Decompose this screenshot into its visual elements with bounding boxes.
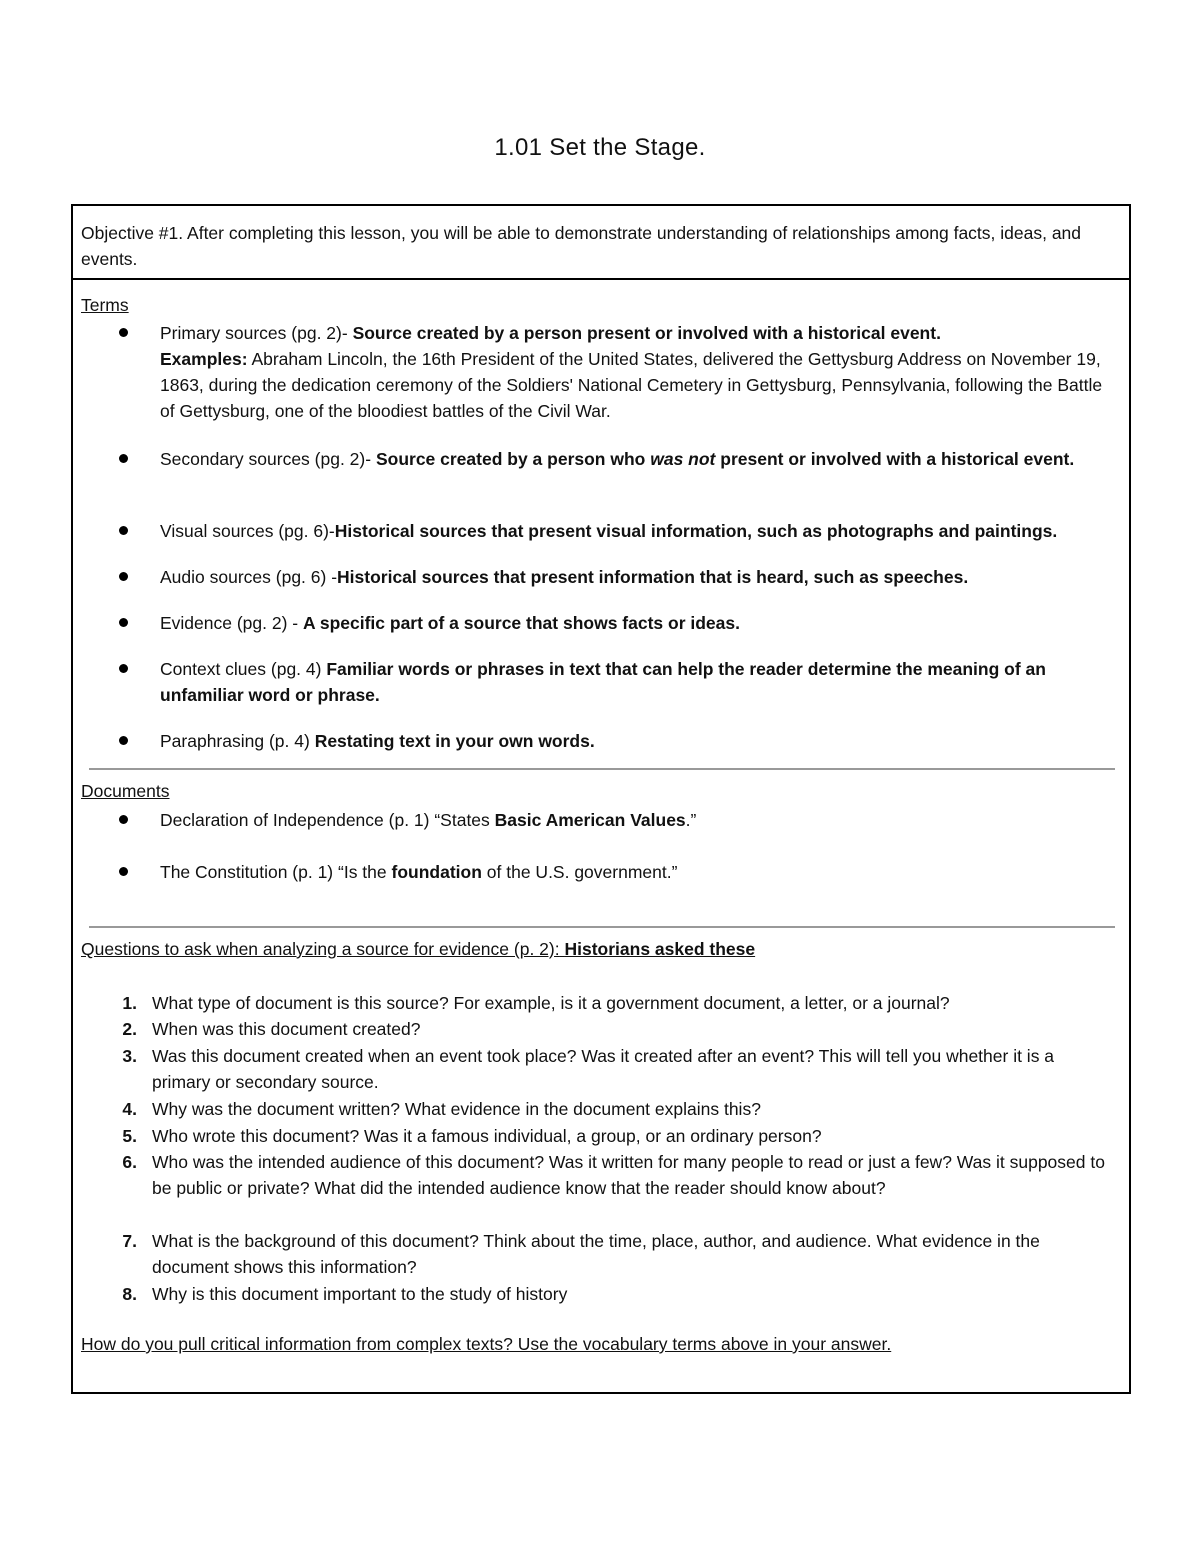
lesson-table [71, 204, 1131, 1394]
term-definition: present or involved with a historical event. [720, 449, 1075, 469]
document-emphasis: foundation [391, 862, 482, 882]
term-definition: Familiar words or phrases in text that can help the reader determine the meaning of an unfamiliar word or phrase. [160, 659, 1046, 705]
question-item: Was this document created when an event took place? Was it created after an event? This will tell you whether it is a primary or secondary source. [152, 1046, 1055, 1092]
bullet-icon [119, 454, 128, 463]
question-item: Why is this document important to the study of history [152, 1284, 568, 1304]
examples-text: Abraham Lincoln, the 16th President of the United States, delivered the Gettysburg Address on November 19, 1863, during the dedication ceremony of the Soldiers' National Cemetery in Gettysburg, Pennsylvania, following the Battle of Gettysburg, one of the bloodiest battles of the Civil War. [160, 349, 1103, 421]
term-definition: Source created by a person who [375, 449, 646, 469]
bullet-icon [119, 618, 128, 627]
bullet-icon [119, 664, 128, 673]
term-definition: Source created by a person present or involved with a historical event. [352, 323, 941, 343]
question-item: Why was the document written? What evidence in the document explains this? [152, 1099, 761, 1119]
section-divider [89, 926, 1115, 928]
question-item: What type of document is this source? For example, is it a government document, a letter, or a journal? [152, 993, 950, 1013]
question-number: 8. [122, 1284, 137, 1304]
term-label: Audio sources (pg. 6) - [160, 567, 338, 587]
term-label: Visual sources (pg. 6)- [160, 521, 335, 541]
question-item: What is the background of this document? Think about the time, place, author, and audience. What evidence in the document shows this information? [152, 1231, 1040, 1277]
section-divider [89, 768, 1115, 770]
question-item: When was this document created? [152, 1019, 421, 1039]
question-number: 4. [122, 1099, 137, 1119]
document-label: Declaration of Independence (p. 1) “States [160, 810, 490, 830]
term-label: Context clues (pg. 4) [160, 659, 322, 679]
bullet-icon [119, 526, 128, 535]
document-label: The Constitution (p. 1) “Is the [160, 862, 387, 882]
bullet-icon [119, 815, 128, 824]
question-item: Who wrote this document? Was it a famous individual, a group, or an ordinary person? [152, 1126, 822, 1146]
examples-label: Examples: [160, 349, 248, 369]
term-definition: A specific part of a source that shows facts or ideas. [303, 613, 740, 633]
question-number: 2. [122, 1019, 137, 1039]
bullet-icon [119, 328, 128, 337]
term-definition-emphasis: was not [650, 449, 716, 469]
term-label: Evidence (pg. 2) - [160, 613, 299, 633]
questions-heading [81, 939, 755, 960]
bullet-icon [119, 736, 128, 745]
question-item: Who was the intended audience of this document? Was it written for many people to read or just a few? Was it supposed to be public or private? What did the intended audience know that the reader should know about? [152, 1152, 1105, 1198]
page-title: 1.01 Set the Stage. [494, 134, 706, 161]
term-label: Secondary sources (pg. 2)- [160, 449, 372, 469]
term-label: Paraphrasing (p. 4) [160, 731, 310, 751]
objective-text: Objective #1. After completing this lesson, you will be able to demonstrate understanding of relationships among facts, ideas, and events. [73, 206, 1129, 280]
term-definition: Historical sources that present information that is heard, such as speeches. [337, 567, 969, 587]
questions-heading-emphasis: Historians asked these [564, 939, 756, 959]
bullet-icon [119, 867, 128, 876]
questions-heading-text: Questions to ask when analyzing a source for evidence (p. 2): [81, 939, 560, 959]
question-number: 5. [122, 1126, 137, 1146]
term-label: Primary sources (pg. 2)- [160, 323, 348, 343]
document-label-end: of the U.S. government.” [486, 862, 678, 882]
document-label-end: .” [685, 810, 697, 830]
term-definition: Historical sources that present visual information, such as photographs and paintings. [334, 521, 1058, 541]
question-number: 3. [122, 1046, 137, 1066]
bullet-icon [119, 572, 128, 581]
term-definition: Restating text in your own words. [314, 731, 595, 751]
document-emphasis: Basic American Values [494, 810, 686, 830]
documents-heading: Documents [81, 781, 170, 801]
question-number: 6. [122, 1152, 137, 1172]
question-number: 7. [122, 1231, 137, 1251]
final-question: How do you pull critical information from complex texts? Use the vocabulary terms above in your answer. [81, 1334, 892, 1354]
terms-heading: Terms [81, 295, 129, 315]
question-number: 1. [122, 993, 137, 1013]
